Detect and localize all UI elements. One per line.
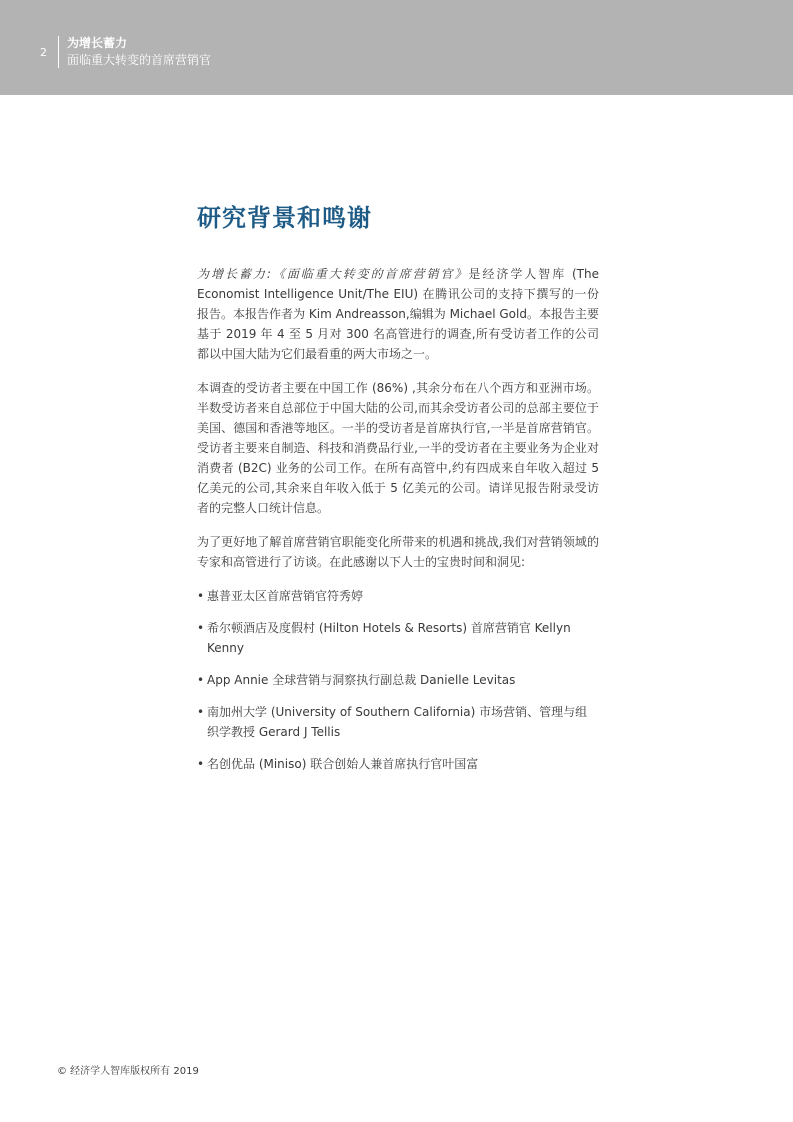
main-content — [197, 200, 599, 786]
paragraph-acknowledgement: 为了更好地了解首席营销官职能变化所带来的机遇和挑战,我们对营销领域的专家和高管进行了访谈。在此感谢以下人士的宝贵时间和洞见: — [197, 535, 599, 569]
report-title-italic: 为增长蓄力:《面临重大转变的首席营销官》 — [197, 267, 469, 281]
list-item — [197, 702, 599, 742]
copyright-footer: © 经济学人智库版权所有 2019 — [57, 1066, 199, 1077]
list-item-text: 南加州大学 (University of Southern California) 市场营销、管理与组织学教授 Gerard J Tellis — [207, 705, 588, 739]
bullet-icon: • — [197, 589, 205, 603]
list-item — [197, 586, 599, 606]
list-item-text: App Annie 全球营销与洞察执行副总裁 Danielle Levitas — [207, 673, 516, 687]
list-item — [197, 670, 599, 690]
header-divider — [58, 36, 59, 68]
list-item-text: 惠普亚太区首席营销官符秀婷 — [207, 589, 364, 603]
page-number: 2 — [40, 46, 47, 59]
paragraph-intro-text: 是经济学人智库 (The Economist Intelligence Unit/The EIU) 在腾讯公司的支持下撰写的一份报告。本报告作者为 Kim Andreasson,编辑为 Michael Gold。本报告主要基于 2019 年 4 至 5 月对 300 名高管进行的调查,所有受访者工作的公司都以中国大陆为它们最看重的两大市场之一。 — [197, 267, 599, 361]
list-item-text: 名创优品 (Miniso) 联合创始人兼首席执行官叶国富 — [207, 757, 479, 771]
bullet-icon: • — [197, 621, 205, 635]
paragraph-survey: 本调查的受访者主要在中国工作 (86%) ,其余分布在八个西方和亚洲市场。半数受访者来自总部位于中国大陆的公司,而其余受访者公司的总部主要位于美国、德国和香港等地区。一半的受访者是首席执行官,一半是首席营销官。受访者主要来自制造、科技和消费品行业,一半的受访者在主要业务为企业对消费者 (B2C) 业务的公司工作。在所有高管中,约有四成来自年收入超过 5 亿美元的公司,其余来自年收入低于 5 亿美元的公司。请详见报告附录受访者的完整人口统计信息。 — [197, 381, 599, 515]
report-subtitle: 面临重大转变的首席营销官 — [67, 53, 212, 67]
list-item — [197, 754, 599, 774]
bullet-icon: • — [197, 673, 205, 687]
list-item — [197, 618, 599, 658]
interviewee-list — [197, 586, 599, 774]
report-title: 为增长蓄力 — [67, 36, 128, 50]
section-heading: 研究背景和鸣谢 — [197, 204, 372, 232]
paragraph-intro — [197, 264, 599, 364]
bullet-icon: • — [197, 757, 205, 771]
list-item-text: 希尔顿酒店及度假村 (Hilton Hotels & Resorts) 首席营销官 Kellyn Kenny — [207, 621, 571, 655]
page-header — [0, 0, 793, 95]
bullet-icon: • — [197, 705, 205, 719]
